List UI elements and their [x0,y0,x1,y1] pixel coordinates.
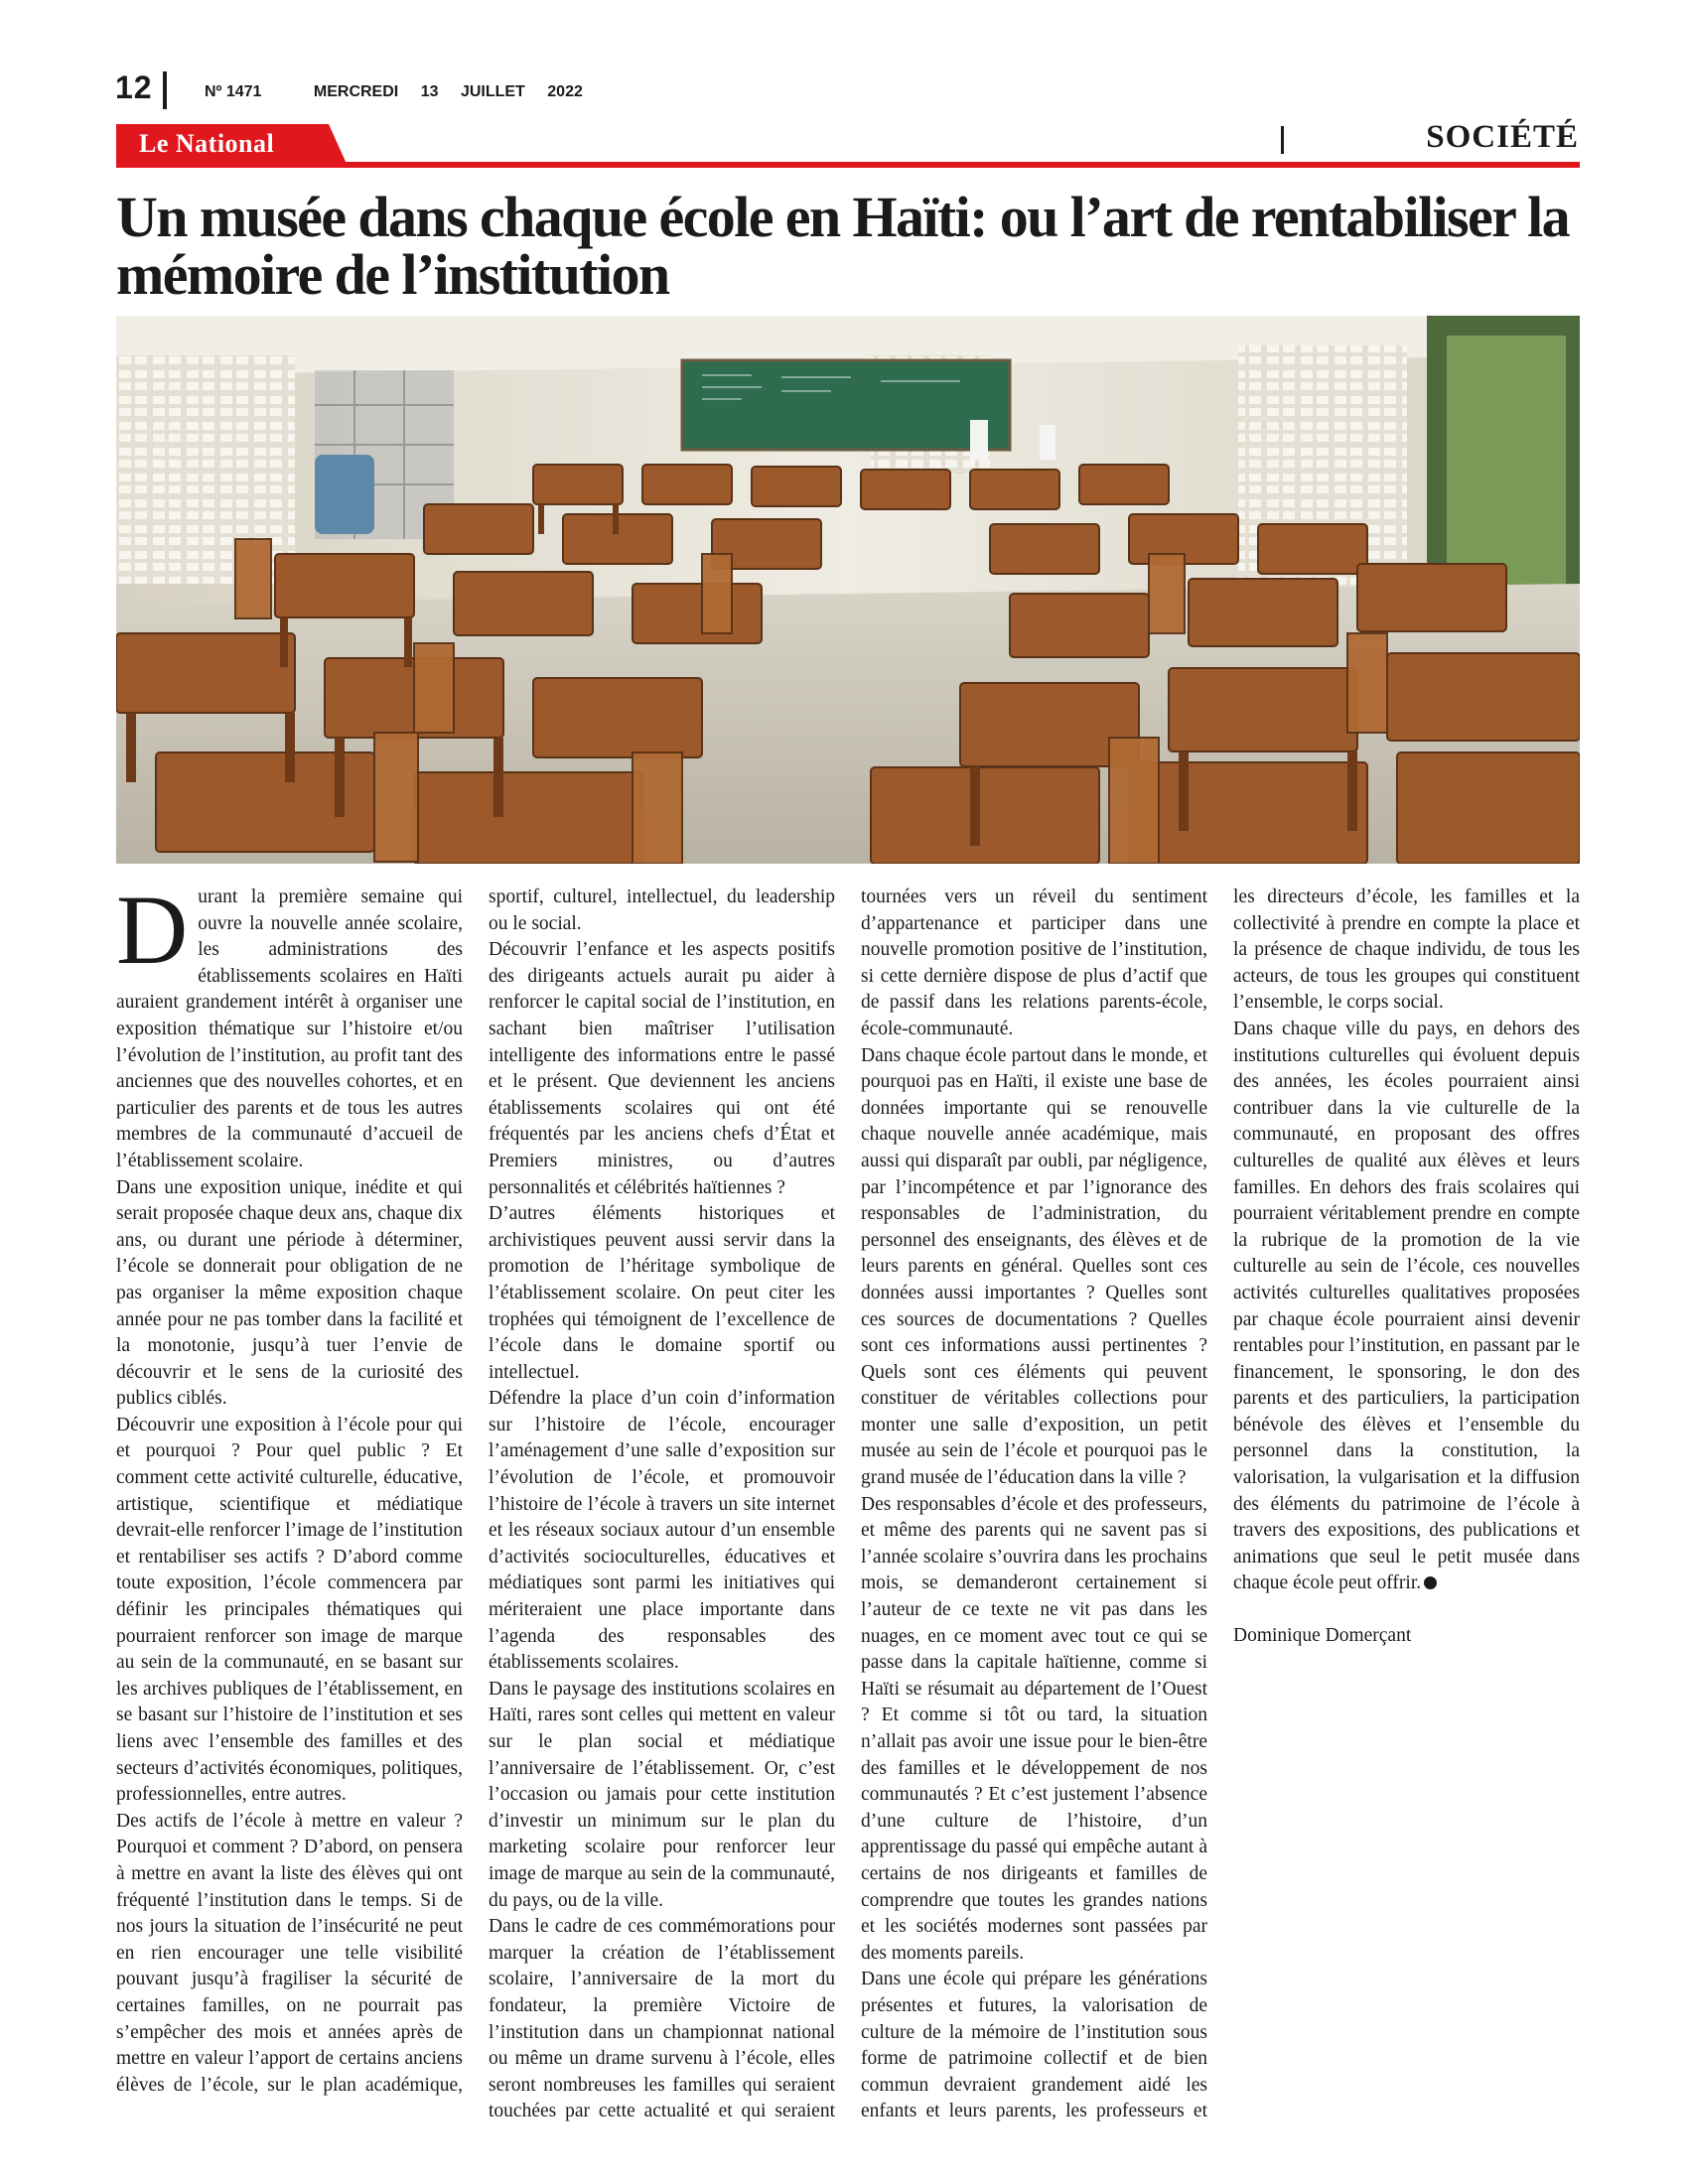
author-signature: Dominique Domerçant [1233,1625,1412,1647]
header-rule [116,162,1580,168]
paragraph-text: Dans chaque ville du pays, en dehors des institutions culturelles qui évoluent depuis des années, les écoles pourraient ainsi contribuer dans la vie culturelle de la communauté, en proposant des offres culturelles de qualité aux élèves et leurs familles. En dehors des frais scolaires qui pourraient véritablement prendre en compte la rubrique de la promotion de la vie culturelle au sein de l’école, ces nouvelles activités culturelles qualitatives proposées par chaque école pourraient ainsi devenir rentables pour l’institution, en passant par le financement, le sponsoring, le don des parents et des particuliers, la participation bénévole des élèves et l’ensemble du personnel dans la constitution, la valorisation, la vulgarisation et la diffusion des éléments du patrimoine de l’école à travers des expositions, des publications et animations que seul le petit musée dans chaque école peut offrir. [1233,1018,1580,1594]
paragraph: Découvrir l’enfance et les aspects positifs des dirigeants actuels aurait pu aider à renforcer le capital social de l’institution, en sachant bien maîtriser l’utilisation intelligente des informations entre le passé et le présent. Que deviennent les anciens établissements scolaires qui ont été fréquentés par les anciens chefs d’État et Premiers ministres, ou d’autres personnalités et célébrités haïtiennes ? [489,939,835,1198]
page-number: 12 [115,69,153,105]
classroom-photo [116,316,1580,864]
day: 13 [420,83,439,100]
paragraph: D’autres éléments historiques et archivistiques peuvent aussi servir dans la promotion de l’héritage symbolique de l’établissement scolaire. On peut citer les trophées qui témoignent de l’excellence de l’école dans le domaine sportif ou intellectuel. [489,1203,835,1383]
paragraph [116,875,463,1175]
section-divider [1281,126,1284,154]
end-mark-icon [1424,1576,1437,1589]
weekday: MERCREDI [313,83,399,100]
issue-date-line [205,83,601,101]
paragraph [1233,1017,1580,1597]
header-divider [163,71,167,109]
paragraph: Dans le paysage des institutions scolaires en Haïti, rares sont celles qui mettent en valeur sur le plan social et médiatique l’anniversaire de l’établissement. Or, c’est l’occasion ou jamais pour cette institution d’investir un minimum sur le plan du marketing scolaire pour renforcer leur image de marque au sein de la communauté, du pays, ou de la ville. [489,1678,835,1911]
paragraph: Dans le cadre de ces commémorations pour marquer la création de l’établissement scolaire, l’anniversaire de la mort du fondateur, la première Victoire de l’institution dans un championnat national ou même un drame survenu à l’école, elles seront nombreuses les familles qui seraient touchées par cette actualité et qui seraient tournées vers un réveil du sentiment d’appartenance et participer dans une nouvelle promotion positive de l’institution, si cette dernière dispose de plus d’actif que de passif dans les relations parents-école, école-communauté. [489,887,1207,2122]
paragraph: Défendre la place d’un coin d’information sur l’histoire de l’école, encourager l’aménagement d’une salle d’exposition sur l’évolution de l’école, et promouvoir l’histoire de l’école à travers un site internet et les réseaux sociaux autour d’un ensemble d’activités socioculturelles, éducatives et médiatiques sont parmi les initiatives qui mériteraient une place importante dans l’agenda des responsables des établissements scolaires. [489,1388,835,1674]
paragraph: Dans une école qui prépare les générations présentes et futures, la valorisation de culture de la mémoire de l’institution sous forme de patrimoine collectif et de bien commun devraient grandement aidé les enfants et leurs parents, les professeurs et les directeurs d’école, les familles et la collectivité à prendre en compte la place et la présence de chaque individu, de tous les acteurs, de tous les groupes qui constituent l’ensemble, le corps social. [861,887,1580,2122]
paragraph: Des actifs de l’école à mettre en valeur ? Pourquoi et comment ? D’abord, on pensera à mettre en avant la liste des élèves qui ont fréquenté l’institution dans le temps. Si de nos jours la situation de l’insécurité ne peut en rien encourager une telle visibilité pouvant jusqu’à fragiliser la sécurité de certaines familles, on ne pourrait pas s’empêcher des mois et années après de mettre en valeur l’apport de certains anciens élèves de l’école, sur le plan académique, sportif, culturel, intellectuel, du leadership ou le social. [116,887,835,2096]
issue-number: Nº 1471 [205,83,262,100]
year: 2022 [547,83,583,100]
paragraph-text: urant la première semaine qui ouvre la nouvelle année scolaire, les administrations des établissements scolaires en Haïti auraient grandement intérêt à organiser une exposition thématique sur l’histoire et/ou l’évolution de l’institution, au profit tant des anciennes que des nouvelles cohortes, et en particulier des parents et de tous les autres membres de la communauté d’accueil de l’établissement scolaire. [116,887,463,1171]
paragraph: Découvrir une exposition à l’école pour qui et pourquoi ? Pour quel public ? Et comment cette activité culturelle, éducative, artistique, scientifique et médiatique devrait-elle renforcer l’image de l’institution et rentabiliser ses actifs ? D’abord comme toute exposition, l’école commencera par définir les principales thématiques qui pourraient renforcer son image de marque au sein de la communauté, en se basant sur les archives publiques de l’établissement, en se basant sur l’histoire de l’institution et ses liens avec l’ensemble des familles et des secteurs d’activités économiques, politiques, professionnelles, entre autres. [116,1414,463,1806]
paragraph: Dans une exposition unique, inédite et qui serait proposée chaque deux ans, chaque dix ans, ou durant une période à déterminer, l’école se donnerait pour obligation de ne pas organiser la même exposition chaque année pour ne pas tomber dans la facilité et la monotonie, jusqu’à tuer l’envie de découvrir et le sens de la curiosité des publics ciblés. [116,1176,463,1410]
drop-cap: D [116,875,189,985]
paragraph: Des responsables d’école et des professeurs, et même des parents qui ne savent pas si l’année scolaire s’ouvrira dans les prochains mois, se demanderont certainement si l’auteur de ce texte ne vit pas dans les nuages, en ce moment avec tout ce qui se passe dans la capitale haïtienne, comme si Haïti se résumait au département de l’Ouest ? Et comme si tôt ou tard, la situation n’allait pas avoir une issue pour le bien-être des familles et le développement de nos communautés ? Et c’est justement l’absence d’une culture de l’histoire, d’un apprentissage du passé qui empêche autant à certains de nos dirigeants et familles de comprendre que toutes les grandes nations et les sociétés modernes sont passées par des moments pareils. [861,1493,1207,1964]
month: JUILLET [460,83,525,100]
section-label: SOCIÉTÉ [1426,119,1579,155]
newspaper-brand: Le National [139,129,275,158]
paragraph: Dans chaque école partout dans le monde, et pourquoi pas en Haïti, il existe une base de données importante qui se renouvelle chaque nouvelle année académique, mais aussi qui disparaît par oubli, par négligence, par l’incompétence et par l’ignorance des responsables de l’administration, du personnel des enseignants, des élèves et de leurs parents en général. Quelles sont ces données aussi importantes ? Quelles sont ces sources de documentations ? Quelles sont ces informations aussi pertinentes ? Quels sont ces éléments qui peuvent constituer de véritables collections pour monter une salle d’exposition, un petit musée au sein de l’école et pourquoi pas le grand musée de l’éducation dans la ville ? [861,1044,1207,1489]
article-body [116,875,1580,2125]
article-headline: Un musée dans chaque école en Haïti: ou l’art de rentabiliser la mémoire de l’institution [116,185,1570,307]
